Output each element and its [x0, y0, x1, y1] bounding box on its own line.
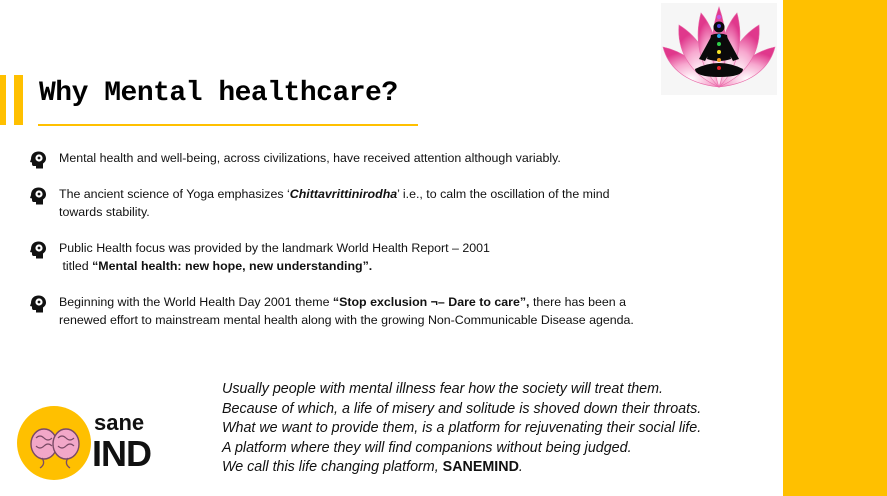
head-brain-icon — [28, 294, 48, 314]
head-brain-icon — [28, 186, 48, 206]
sanemind-quote — [222, 380, 777, 478]
bullet-text-run: Mental health and well-being, across civilizations, have received attention although variably. — [59, 151, 561, 165]
quote-line: Because of which, a life of misery and solitude is shoved down their throats. — [222, 400, 702, 417]
bullet-item — [28, 149, 728, 170]
head-brain-icon — [28, 240, 48, 260]
bullet-item — [28, 293, 728, 329]
bullet-text-run: “Stop exclusion ¬– Dare to care”, — [332, 295, 530, 309]
accent-band — [783, 0, 887, 496]
bullet-text-run: titled — [59, 259, 93, 273]
bullet-text — [59, 293, 634, 329]
bullet-text-run: there has been a — [529, 295, 626, 309]
bullet-text-run: towards stability. — [59, 205, 150, 219]
title-accent-bar — [0, 75, 6, 125]
sanemind-logo — [14, 400, 184, 486]
bullet-text — [59, 185, 610, 221]
bullet-text-run: ’ i.e., to calm the oscillation of the mind — [397, 187, 610, 201]
bullet-text-run: Public Health focus was provided by the landmark World Health Report – 2001 — [59, 241, 490, 255]
title-underline — [38, 124, 418, 126]
svg-text:sane: sane — [94, 410, 145, 435]
bullet-text — [59, 149, 561, 170]
bullet-text — [59, 239, 490, 275]
bullet-text-run: Chittavrittinirodha — [289, 187, 398, 201]
bullet-text-run: The ancient science of Yoga emphasizes ‘ — [59, 187, 290, 201]
quote-line: A platform where they will find companions without being judged. — [222, 439, 632, 456]
title-accent-bar — [14, 75, 23, 125]
bullet-text-run: “Mental health: new hope, new understanding”. — [92, 259, 373, 273]
bullet-item — [28, 239, 728, 275]
bullet-item — [28, 185, 728, 221]
quote-line: What we want to provide them, is a platform for rejuvenating their social life. — [222, 420, 702, 436]
slide-title: Why Mental healthcare? — [39, 78, 398, 109]
head-brain-icon — [28, 150, 48, 170]
bullet-text-run: renewed effort to mainstream mental health along with the growing Non-Communicable Disease agenda. — [59, 313, 634, 327]
brand-name: SANEMIND — [442, 459, 519, 475]
svg-text:IND: IND — [92, 433, 151, 474]
quote-line: We call this life changing platform, SANEMIND. — [222, 459, 523, 475]
quote-line: Usually people with mental illness fear how the society will treat them. — [222, 381, 664, 397]
bullet-text-run: Beginning with the World Health Day 2001 theme — [59, 295, 333, 309]
meditation-lotus-icon — [661, 3, 777, 95]
